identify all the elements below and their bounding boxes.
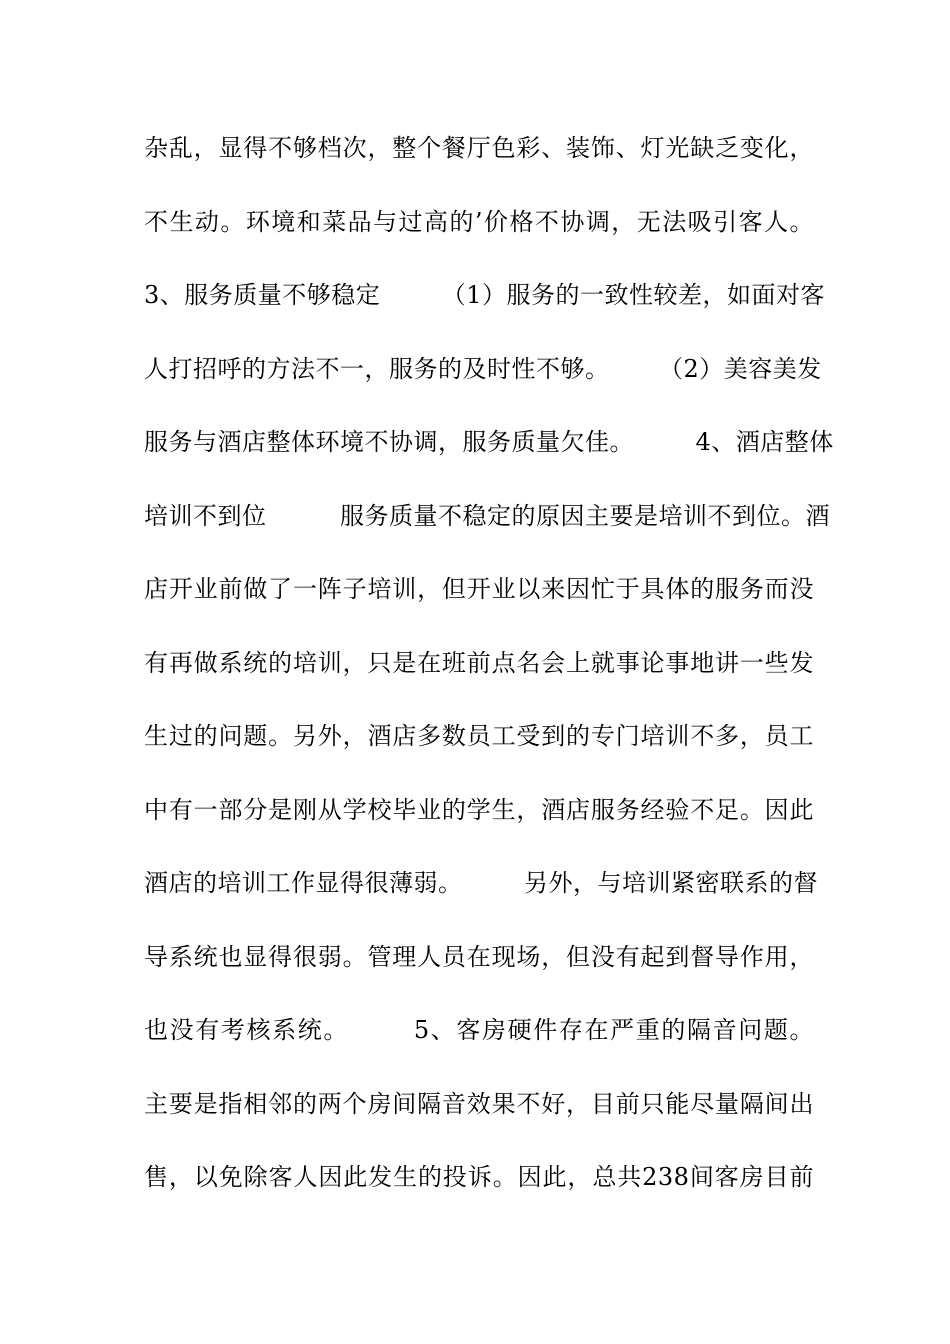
text-line: 售，以免除客人因此发生的投诉。因此，总共238间客房目前 — [144, 1163, 814, 1191]
text-line: 有再做系统的培训，只是在班前点名会上就事论事地讲一些发 — [144, 648, 814, 677]
text-line: 培训不到位 服务质量不稳定的原因主要是培训不到位。酒 — [144, 501, 830, 530]
text-line: 酒店的培训工作显得很薄弱。 另外，与培训紧密联系的督 — [144, 869, 818, 897]
text-line: 3、服务质量不够稳定 （1）服务的一致性较差，如面对客 — [144, 281, 826, 309]
text-line: 也没有考核系统。 5、客房硬件存在严重的隔音问题。 — [144, 1016, 814, 1044]
text-line: 店开业前做了一阵子培训，但开业以来因忙于具体的服务而没 — [144, 575, 814, 603]
text-line: 人打招呼的方法不一，服务的及时性不够。 （2）美容美发 — [144, 354, 822, 383]
text-line: 不生动。环境和菜品与过高的’价格不协调，无法吸引客人。 — [144, 207, 814, 236]
text-line: 中有一部分是刚从学校毕业的学生，酒店服务经验不足。因此 — [144, 795, 814, 824]
text-line: 导系统也显得很弱。管理人员在现场，但没有起到督导作用， — [144, 942, 814, 971]
body-text — [144, 125, 834, 1228]
text-line: 主要是指相邻的两个房间隔音效果不好，目前只能尽量隔间出 — [144, 1089, 814, 1118]
text-line: 服务与酒店整体环境不协调，服务质量欠佳。 4、酒店整体 — [144, 428, 834, 456]
text-line: 杂乱，显得不够档次，整个餐厅色彩、装饰、灯光缺乏变化， — [144, 134, 814, 162]
text-line: 生过的问题。另外，酒店多数员工受到的专门培训不多，员工 — [144, 722, 814, 750]
